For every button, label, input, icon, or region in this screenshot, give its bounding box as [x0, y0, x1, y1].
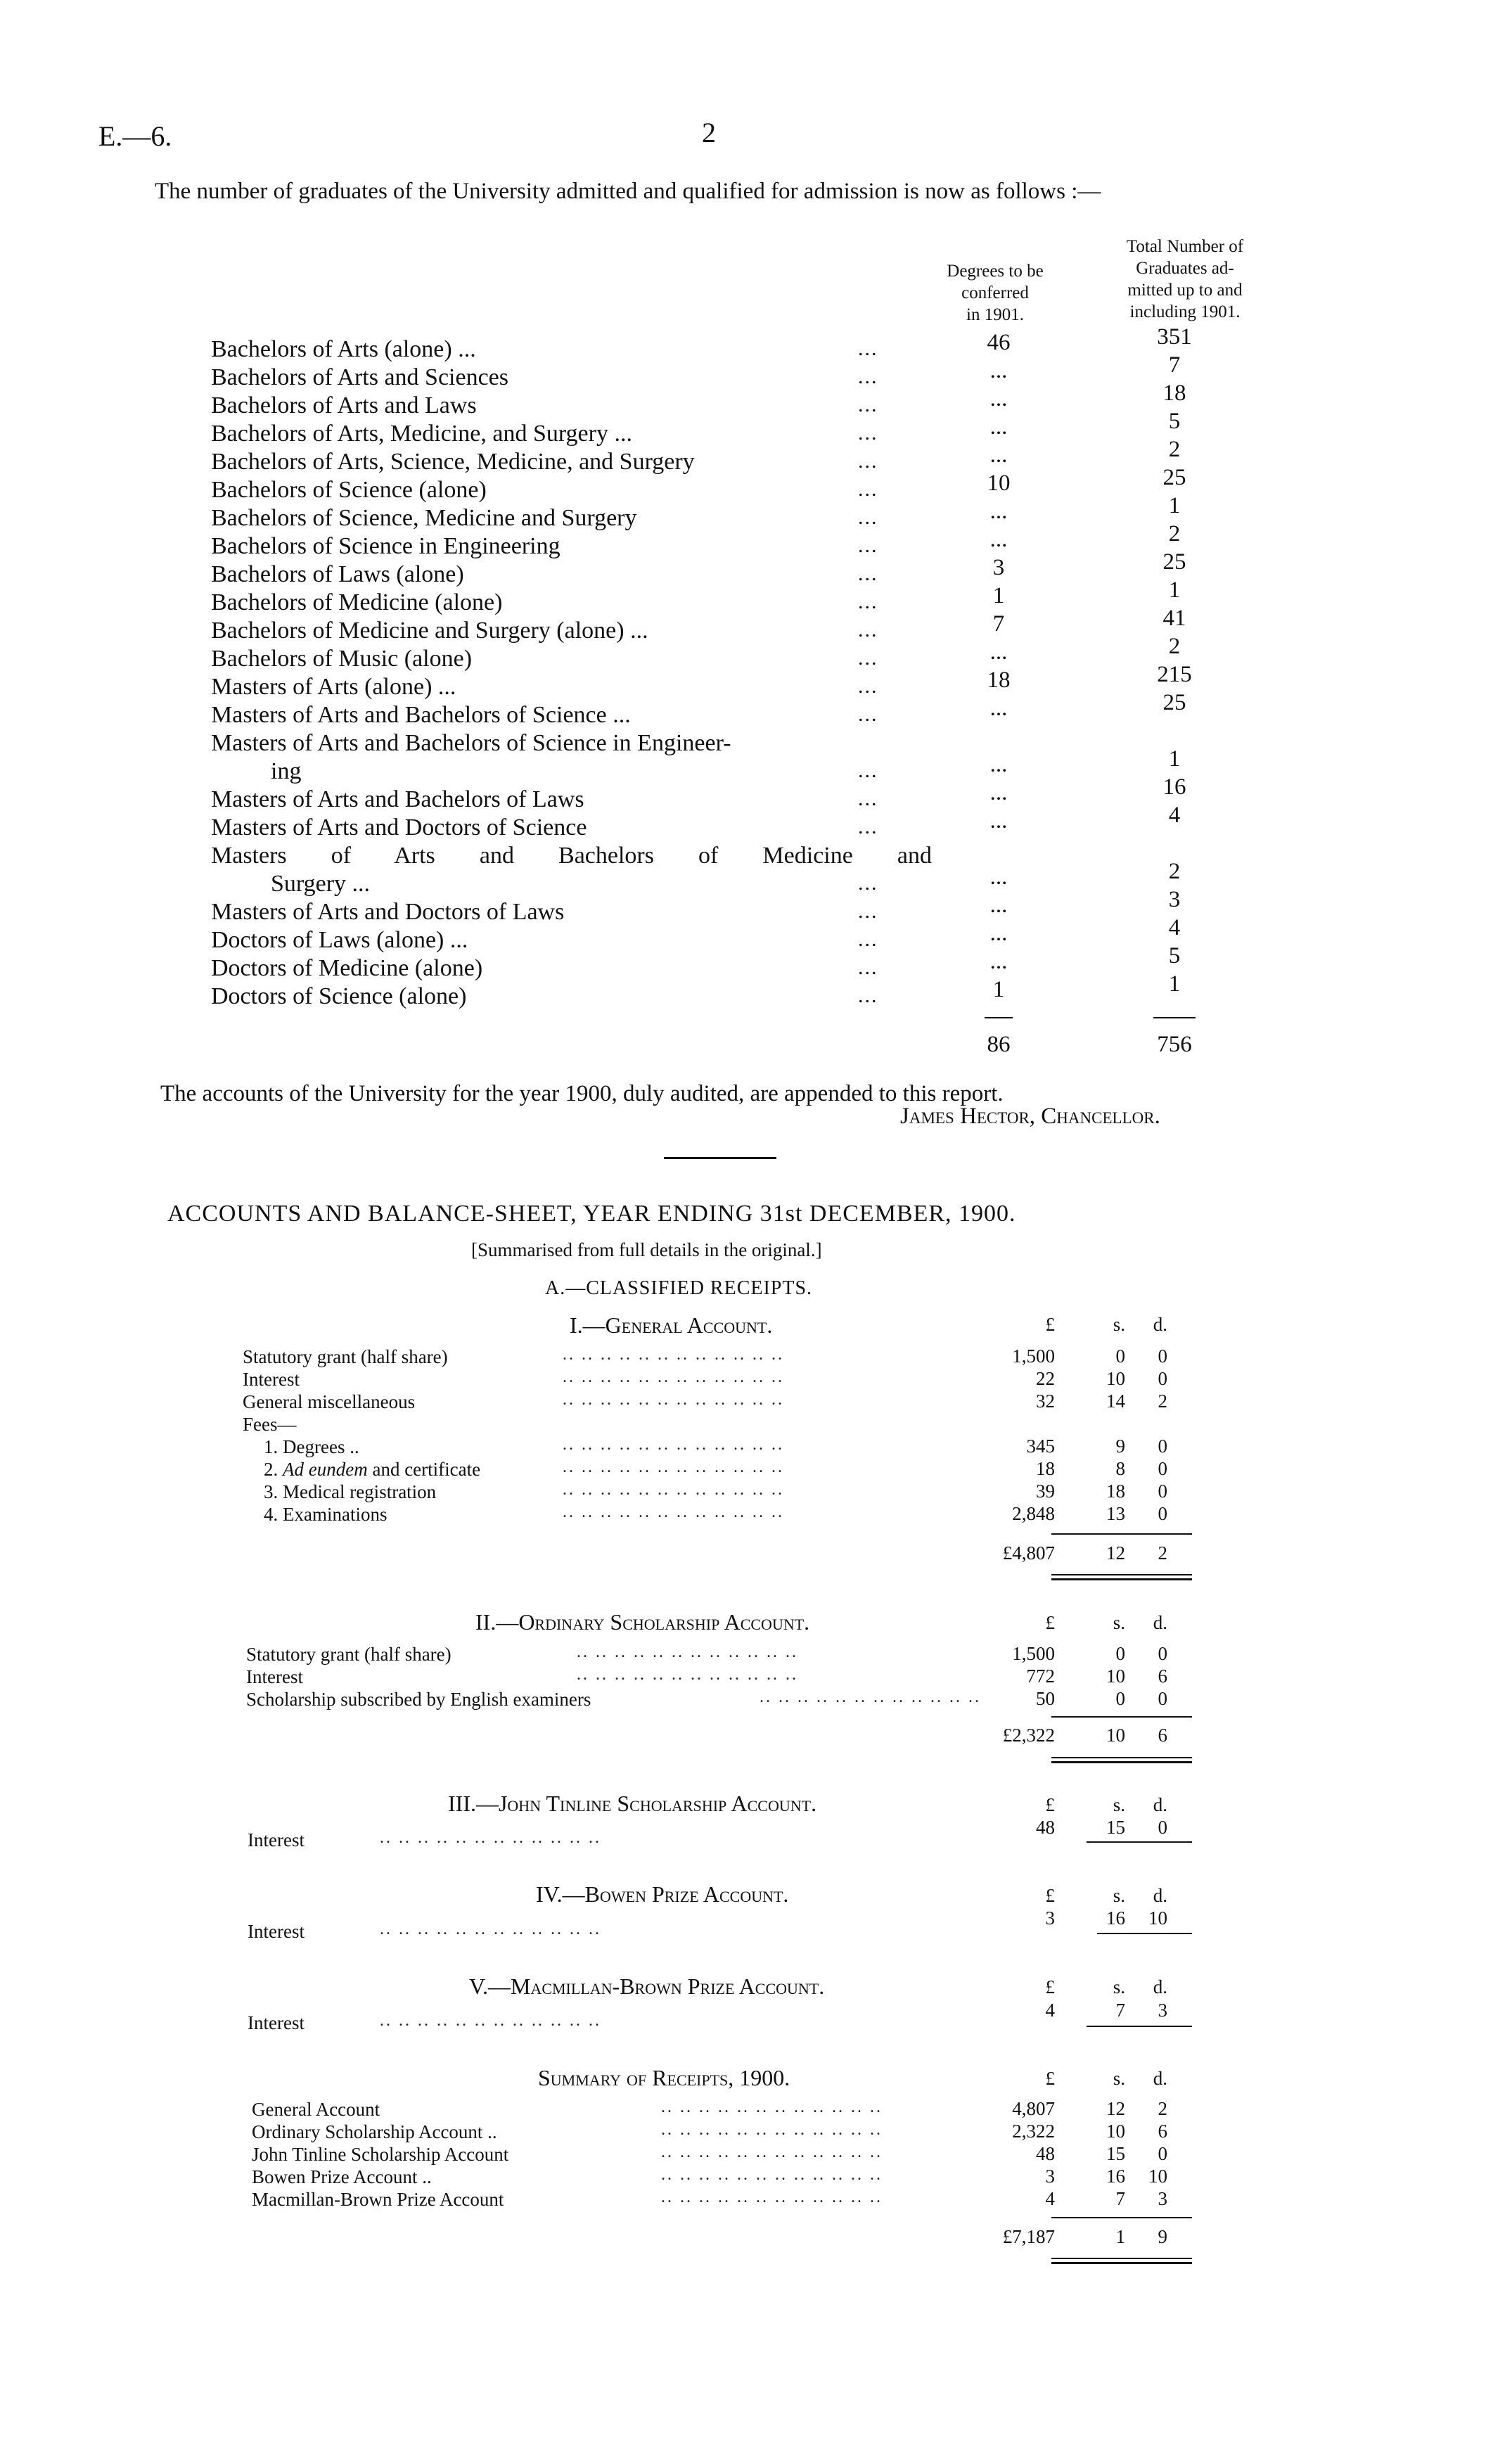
- graduate-row-conferred: 10: [987, 471, 1011, 496]
- general-row-pounds: 18: [1036, 1458, 1055, 1479]
- graduate-row-label: Doctors of Medicine (alone): [211, 955, 483, 981]
- leader-dots: .. .. .. .. .. .. .. .. .. .. .. ..: [760, 1688, 981, 1706]
- bowen-amount-pounds: 3: [1045, 1907, 1055, 1929]
- graduate-row-total: 5: [1168, 409, 1181, 434]
- leader-dots: .. .. .. .. .. .. .. .. .. .. .. ..: [577, 1666, 798, 1684]
- summary-row-pounds: 3: [1045, 2166, 1055, 2187]
- ordinary-total-pence: 6: [1158, 1725, 1167, 1746]
- accounts-title: ACCOUNTS AND BALANCE-SHEET, YEAR ENDING 31st DECEMBER, 1900.: [167, 1201, 1016, 1227]
- graduate-row-label: Bachelors of Music (alone): [211, 646, 473, 672]
- graduate-row-label: Doctors of Science (alone): [211, 983, 467, 1009]
- ordinary-row-shillings: 0: [1115, 1688, 1125, 1709]
- leader-dots: ...: [858, 590, 878, 613]
- macmillan-amount-pounds: 4: [1045, 2000, 1055, 2021]
- chancellor-signature: [900, 1102, 1160, 1130]
- leader-dots: .. .. .. .. .. .. .. .. .. .. .. ..: [380, 1920, 601, 1938]
- section-divider: [664, 1157, 776, 1159]
- summary-row-pence: 2: [1158, 2098, 1167, 2119]
- signature-text: James Hector, Chancellor.: [900, 1104, 1160, 1129]
- leader-dots: .. .. .. .. .. .. .. .. .. .. .. ..: [661, 2098, 883, 2116]
- summary-currency-shilling-sign: s.: [1113, 2068, 1125, 2089]
- graduate-row-conferred: ...: [989, 527, 1008, 552]
- graduate-row-total: 2: [1168, 634, 1181, 659]
- general-row-label: Interest: [243, 1369, 300, 1390]
- graduate-row-label: Masters of Arts and Bachelors of Medicine and: [211, 843, 932, 869]
- general-row-pence: 0: [1158, 1436, 1167, 1457]
- graduate-row-label: Bachelors of Science (alone): [211, 477, 487, 503]
- graduate-row-total: 16: [1162, 774, 1186, 800]
- graduate-row-conferred: ...: [989, 639, 1008, 665]
- summary-total-pounds: £7,187: [1002, 2226, 1055, 2247]
- graduate-row-total: 2: [1168, 437, 1181, 462]
- general-currency-shilling-sign: s.: [1113, 1314, 1125, 1335]
- leader-dots: ...: [858, 337, 878, 360]
- ordinary-total-rule-bottom: [1051, 1761, 1192, 1763]
- general-total-shillings: 12: [1106, 1542, 1125, 1564]
- macmillan-rule: [1087, 2026, 1192, 2027]
- graduates-intro: The number of graduates of the University admitted and qualified for admission is now as follows :—: [155, 179, 1101, 204]
- col-total-line: mitted up to and: [1127, 281, 1243, 300]
- leader-dots: ...: [858, 618, 878, 641]
- page-number: 2: [702, 117, 716, 148]
- leader-dots: .. .. .. .. .. .. .. .. .. .. .. ..: [661, 2121, 883, 2139]
- graduate-row-label: Bachelors of Arts, Science, Medicine, and Surgery: [211, 449, 695, 475]
- ordinary-currency-pence-sign: d.: [1153, 1612, 1167, 1633]
- summary-row-label: John Tinline Scholarship Account: [252, 2144, 509, 2165]
- summary-currency-pound-sign: £: [1045, 2068, 1055, 2089]
- leader-dots: ...: [858, 815, 878, 838]
- leader-dots: ...: [858, 675, 878, 698]
- summary-row-label: Macmillan-Brown Prize Account: [252, 2189, 504, 2210]
- ordinary-row-label: Statutory grant (half share): [246, 1644, 451, 1665]
- col-conferred-heading: [907, 260, 1083, 326]
- graduate-row-conferred: 7: [992, 611, 1005, 637]
- ordinary-row-label: Interest: [246, 1666, 303, 1687]
- ordinary-account-heading: II.—Ordinary Scholarship Account.: [475, 1609, 810, 1635]
- tinline-amount-pounds: 48: [1036, 1817, 1055, 1838]
- col-conferred-line: conferred: [961, 283, 1029, 302]
- macmillan-amount-shillings: 7: [1115, 2000, 1125, 2021]
- totals-rule-conferred: [985, 1017, 1013, 1018]
- leader-dots: ...: [858, 787, 878, 810]
- bowen-currency-pence-sign: d.: [1153, 1885, 1167, 1906]
- summary-subtotal-rule: [1051, 2217, 1192, 2218]
- leader-dots: ...: [858, 562, 878, 585]
- graduate-row-label: Bachelors of Science, Medicine and Surgery: [211, 505, 637, 531]
- summary-total-pence: 9: [1158, 2226, 1167, 2247]
- general-row-pence: 0: [1158, 1345, 1167, 1367]
- general-row-pounds: 1,500: [1012, 1345, 1055, 1367]
- col-conferred-line: Degrees to be: [947, 262, 1044, 281]
- tinline-currency-pound-sign: £: [1045, 1794, 1055, 1815]
- ordinary-row-pence: 0: [1158, 1688, 1167, 1709]
- summary-row-shillings: 12: [1106, 2098, 1125, 2119]
- graduate-row-total: 4: [1168, 915, 1181, 940]
- leader-dots: .. .. .. .. .. .. .. .. .. .. .. ..: [661, 2143, 883, 2161]
- bowen-amount-shillings: 16: [1106, 1907, 1125, 1929]
- summary-currency-pence-sign: d.: [1153, 2068, 1167, 2089]
- graduate-row-conferred: ...: [989, 696, 1008, 721]
- graduate-row-label: Bachelors of Arts and Sciences: [211, 364, 508, 390]
- summary-row-pence: 10: [1148, 2166, 1167, 2187]
- graduate-row-conferred: 3: [992, 555, 1005, 580]
- leader-dots: .. .. .. .. .. .. .. .. .. .. .. ..: [563, 1503, 784, 1521]
- bowen-amount-pence: 10: [1148, 1907, 1167, 1929]
- leader-dots: .. .. .. .. .. .. .. .. .. .. .. ..: [661, 2188, 883, 2206]
- col-total-line: including 1901.: [1129, 302, 1241, 321]
- graduate-row-total: 215: [1157, 662, 1192, 687]
- accounts-note: The accounts of the University for the year 1900, duly audited, are appended to this report.: [160, 1081, 1004, 1106]
- tinline-currency-pence-sign: d.: [1153, 1794, 1167, 1815]
- leader-dots: .. .. .. .. .. .. .. .. .. .. .. ..: [563, 1481, 784, 1499]
- leader-dots: .. .. .. .. .. .. .. .. .. .. .. ..: [563, 1458, 784, 1476]
- leader-dots: ...: [858, 393, 878, 416]
- macmillan-interest-label: Interest: [248, 2012, 305, 2033]
- macmillan-amount-pence: 3: [1158, 2000, 1167, 2021]
- summary-row-pence: 6: [1158, 2121, 1167, 2142]
- leader-dots: ...: [858, 703, 878, 726]
- graduate-row-conferred: ...: [989, 358, 1008, 383]
- ordinary-row-pounds: 1,500: [1012, 1643, 1055, 1664]
- macmillan-account-heading: V.—Macmillan-Brown Prize Account.: [469, 1974, 825, 1999]
- graduate-row-total: 18: [1162, 381, 1186, 406]
- leader-dots: ...: [858, 759, 878, 782]
- ordinary-currency-shilling-sign: s.: [1113, 1612, 1125, 1633]
- bowen-rule: [1097, 1933, 1192, 1934]
- graduate-row-label: Bachelors of Medicine and Surgery (alone) ...: [211, 618, 648, 644]
- graduate-row-label: Bachelors of Laws (alone): [211, 561, 464, 587]
- leader-dots: .. .. .. .. .. .. .. .. .. .. .. ..: [563, 1436, 784, 1454]
- graduate-row-conferred: ...: [989, 864, 1008, 890]
- leader-dots: ...: [858, 646, 878, 670]
- tinline-rule: [1087, 1841, 1192, 1843]
- leader-dots: ...: [858, 534, 878, 557]
- leader-dots: ...: [858, 900, 878, 923]
- tinline-account-heading: III.—John Tinline Scholarship Account.: [448, 1791, 817, 1816]
- graduate-row-conferred: ...: [989, 386, 1008, 411]
- graduate-row-label: Bachelors of Arts and Laws: [211, 392, 477, 418]
- graduate-row-label: Masters of Arts and Bachelors of Laws: [211, 786, 584, 812]
- general-total-pence: 2: [1158, 1542, 1167, 1564]
- graduate-row-label: Bachelors of Medicine (alone): [211, 589, 503, 615]
- summary-heading: Summary of Receipts, 1900.: [538, 2065, 790, 2090]
- graduate-row-total: 1: [1168, 577, 1181, 603]
- general-currency-pound-sign: £: [1045, 1314, 1055, 1335]
- leader-dots: ...: [858, 871, 878, 895]
- graduate-row-conferred: ...: [989, 414, 1008, 440]
- ordinary-row-shillings: 10: [1106, 1666, 1125, 1687]
- graduate-row-total: 25: [1162, 549, 1186, 575]
- leader-dots: .. .. .. .. .. .. .. .. .. .. .. ..: [577, 1643, 798, 1661]
- graduate-row-total: 5: [1168, 943, 1181, 969]
- accounts-subtitle: [Summarised from full details in the original.]: [471, 1239, 822, 1260]
- macmillan-currency-shilling-sign: s.: [1113, 1976, 1125, 1997]
- graduate-row-conferred: 18: [987, 667, 1011, 693]
- ordinary-row-pence: 6: [1158, 1666, 1167, 1687]
- ordinary-row-label: Scholarship subscribed by English examiners: [246, 1689, 591, 1710]
- col-total-line: Graduates ad-: [1136, 259, 1234, 278]
- graduate-row-total: 1: [1168, 493, 1181, 518]
- graduate-row-total: 351: [1157, 324, 1192, 350]
- general-row-pounds: 22: [1036, 1368, 1055, 1389]
- macmillan-currency-pence-sign: d.: [1153, 1976, 1167, 1997]
- leader-dots: ...: [858, 478, 878, 501]
- classified-receipts-heading: A.—CLASSIFIED RECEIPTS.: [545, 1277, 813, 1299]
- summary-row-pounds: 4,807: [1012, 2098, 1055, 2119]
- summary-row-label: Ordinary Scholarship Account ..: [252, 2121, 497, 2142]
- leader-dots: ...: [858, 365, 878, 388]
- graduate-row-label: Bachelors of Science in Engineering: [211, 533, 560, 559]
- general-row-label: General miscellaneous: [243, 1391, 416, 1412]
- graduate-row-total: 1: [1168, 971, 1181, 997]
- graduate-row-conferred: ...: [989, 921, 1008, 946]
- graduate-row-total: 25: [1162, 465, 1186, 490]
- leader-dots: ...: [858, 984, 878, 1007]
- general-row-label: Fees—: [243, 1414, 297, 1435]
- leader-dots: .. .. .. .. .. .. .. .. .. .. .. ..: [563, 1391, 784, 1409]
- graduate-row-conferred: 46: [987, 330, 1011, 355]
- total-graduates: 756: [1157, 1032, 1192, 1057]
- general-currency-pence-sign: d.: [1153, 1314, 1167, 1335]
- graduate-row-total: 25: [1162, 690, 1186, 715]
- general-row-pence: 0: [1158, 1481, 1167, 1502]
- graduate-row-label: Masters of Arts (alone) ...: [211, 674, 456, 700]
- general-row-label: Statutory grant (half share): [243, 1346, 448, 1367]
- macmillan-currency-pound-sign: £: [1045, 1976, 1055, 1997]
- graduate-row-conferred: ...: [989, 499, 1008, 524]
- general-row-pounds: 39: [1036, 1481, 1055, 1502]
- ordinary-row-shillings: 0: [1115, 1643, 1125, 1664]
- general-row-pounds: 32: [1036, 1391, 1055, 1412]
- leader-dots: ...: [858, 928, 878, 951]
- general-row-label: 3. Medical registration: [264, 1481, 437, 1502]
- summary-row-pounds: 4: [1045, 2188, 1055, 2209]
- leader-dots: .. .. .. .. .. .. .. .. .. .. .. ..: [563, 1345, 784, 1364]
- tinline-amount-pence: 0: [1158, 1817, 1167, 1838]
- graduate-row-conferred: 1: [992, 583, 1005, 608]
- leader-dots: ...: [858, 506, 878, 529]
- ordinary-row-pounds: 50: [1036, 1688, 1055, 1709]
- col-conferred-line: in 1901.: [966, 305, 1024, 324]
- general-row-shillings: 9: [1115, 1436, 1125, 1457]
- leader-dots: .. .. .. .. .. .. .. .. .. .. .. ..: [380, 2012, 601, 2030]
- graduate-row-total: 2: [1168, 859, 1181, 884]
- graduate-row-label: ing: [271, 758, 302, 784]
- general-row-label: 1. Degrees ..: [264, 1436, 359, 1457]
- graduate-row-conferred: ...: [989, 893, 1008, 918]
- leader-dots: ...: [858, 421, 878, 445]
- general-row-pounds: 2,848: [1012, 1503, 1055, 1524]
- general-account-heading: I.—General Account.: [570, 1312, 773, 1338]
- ordinary-total-rule-top: [1051, 1757, 1192, 1758]
- graduate-row-conferred: ...: [989, 752, 1008, 777]
- general-row-pence: 0: [1158, 1503, 1167, 1524]
- summary-row-label: Bowen Prize Account ..: [252, 2166, 432, 2187]
- graduate-row-label: Doctors of Laws (alone) ...: [211, 927, 468, 953]
- totals-rule-total: [1153, 1017, 1196, 1018]
- bowen-interest-label: Interest: [248, 1921, 305, 1942]
- bowen-currency-pound-sign: £: [1045, 1885, 1055, 1906]
- summary-total-rule-bottom: [1051, 2262, 1192, 2264]
- graduate-row-total: 4: [1168, 803, 1181, 828]
- summary-row-shillings: 16: [1106, 2166, 1125, 2187]
- graduate-row-label: Masters of Arts and Bachelors of Science ...: [211, 702, 631, 728]
- summary-total-rule-top: [1051, 2258, 1192, 2259]
- graduate-row-label: Masters of Arts and Bachelors of Science in Engineer-: [211, 730, 731, 756]
- graduate-row-total: 1: [1168, 746, 1181, 772]
- latin-phrase: Ad eundem: [283, 1459, 368, 1480]
- graduate-row-label: Bachelors of Arts (alone) ...: [211, 336, 476, 362]
- ordinary-currency-pound-sign: £: [1045, 1612, 1055, 1633]
- general-row-pence: 0: [1158, 1458, 1167, 1479]
- leader-dots: .. .. .. .. .. .. .. .. .. .. .. ..: [661, 2166, 883, 2184]
- graduate-row-conferred: ...: [989, 780, 1008, 805]
- tinline-interest-label: Interest: [248, 1829, 305, 1850]
- ordinary-row-pence: 0: [1158, 1643, 1167, 1664]
- ordinary-total-shillings: 10: [1106, 1725, 1125, 1746]
- page-ref: E.—6.: [98, 120, 172, 152]
- graduate-row-label: Masters of Arts and Doctors of Laws: [211, 899, 565, 925]
- graduate-row-label: Bachelors of Arts, Medicine, and Surgery ...: [211, 421, 632, 447]
- summary-row-pounds: 48: [1036, 2143, 1055, 2164]
- total-conferred: 86: [987, 1032, 1011, 1057]
- summary-row-shillings: 7: [1115, 2188, 1125, 2209]
- general-row-pounds: 345: [1026, 1436, 1055, 1457]
- ordinary-subtotal-rule: [1051, 1716, 1192, 1718]
- graduate-row-conferred: ...: [989, 949, 1008, 974]
- general-row-pence: 2: [1158, 1391, 1167, 1412]
- general-subtotal-rule: [1051, 1533, 1192, 1535]
- summary-total-shillings: 1: [1115, 2226, 1125, 2247]
- tinline-currency-shilling-sign: s.: [1113, 1794, 1125, 1815]
- general-total-rule-bottom: [1051, 1578, 1192, 1580]
- general-row-shillings: 13: [1106, 1503, 1125, 1524]
- general-row-shillings: 18: [1106, 1481, 1125, 1502]
- col-total-heading: [1083, 236, 1287, 323]
- graduate-row-label: Masters of Arts and Doctors of Science: [211, 814, 587, 840]
- tinline-amount-shillings: 15: [1106, 1817, 1125, 1838]
- leader-dots: .. .. .. .. .. .. .. .. .. .. .. ..: [380, 1829, 601, 1847]
- general-total-pounds: £4,807: [1002, 1542, 1055, 1564]
- summary-row-label: General Account: [252, 2099, 380, 2120]
- leader-dots: ...: [858, 449, 878, 473]
- summary-row-shillings: 10: [1106, 2121, 1125, 2142]
- col-total-line: Total Number of: [1126, 237, 1244, 256]
- general-row-shillings: 14: [1106, 1391, 1125, 1412]
- leader-dots: ...: [858, 956, 878, 979]
- general-row-shillings: 0: [1115, 1345, 1125, 1367]
- general-row-label: 4. Examinations: [264, 1504, 387, 1525]
- graduate-row-total: 3: [1168, 887, 1181, 912]
- bowen-currency-shilling-sign: s.: [1113, 1885, 1125, 1906]
- general-row-label: 2. Ad eundem and certificate: [264, 1459, 481, 1480]
- ordinary-row-pounds: 772: [1026, 1666, 1055, 1687]
- leader-dots: .. .. .. .. .. .. .. .. .. .. .. ..: [563, 1368, 784, 1386]
- general-row-shillings: 10: [1106, 1368, 1125, 1389]
- bowen-account-heading: IV.—Bowen Prize Account.: [536, 1881, 789, 1907]
- summary-row-pence: 3: [1158, 2188, 1167, 2209]
- graduate-row-conferred: ...: [989, 442, 1008, 468]
- general-total-rule-top: [1051, 1574, 1192, 1575]
- graduate-row-total: 7: [1168, 352, 1181, 378]
- graduate-row-conferred: 1: [992, 977, 1005, 1002]
- graduate-row-conferred: ...: [989, 808, 1008, 833]
- graduate-row-total: 2: [1168, 521, 1181, 546]
- general-row-pence: 0: [1158, 1368, 1167, 1389]
- summary-row-shillings: 15: [1106, 2143, 1125, 2164]
- general-row-shillings: 8: [1115, 1458, 1125, 1479]
- graduate-row-label: Surgery ...: [271, 871, 371, 897]
- ordinary-total-pounds: £2,322: [1002, 1725, 1055, 1746]
- graduate-row-total: 41: [1162, 606, 1186, 631]
- summary-row-pence: 0: [1158, 2143, 1167, 2164]
- summary-row-pounds: 2,322: [1012, 2121, 1055, 2142]
